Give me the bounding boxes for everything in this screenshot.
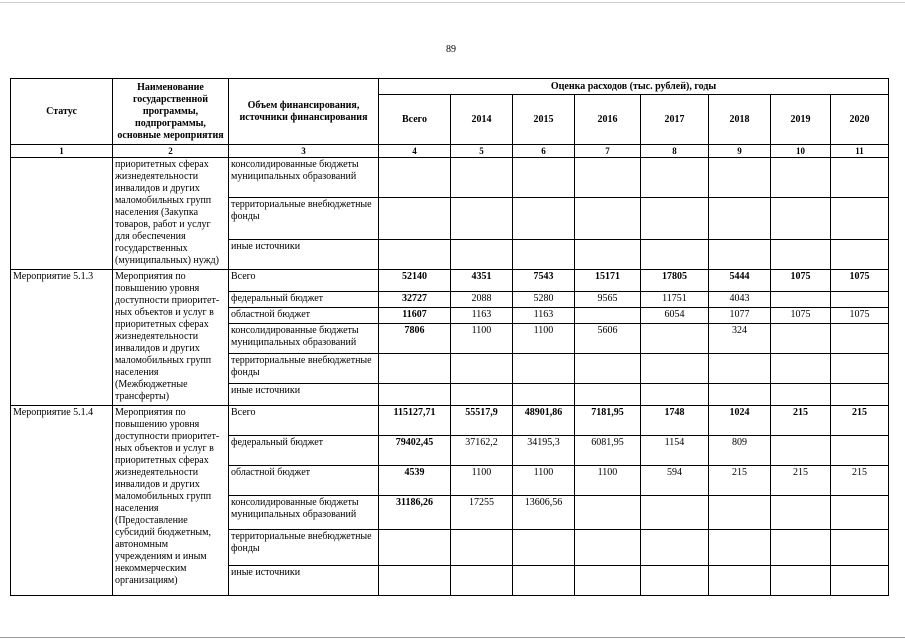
value-cell — [451, 198, 513, 240]
value-cell: 17805 — [641, 270, 709, 292]
value-cell: 1075 — [831, 270, 889, 292]
funding-source-cell: Всего — [229, 406, 379, 436]
column-number: 10 — [771, 145, 831, 158]
value-cell: 31186,26 — [379, 496, 451, 530]
value-cell — [831, 240, 889, 270]
value-cell: 9565 — [575, 292, 641, 308]
value-cell: 17255 — [451, 496, 513, 530]
header-year: 2014 — [451, 95, 513, 145]
column-number: 2 — [113, 145, 229, 158]
column-number: 5 — [451, 145, 513, 158]
value-cell — [709, 530, 771, 566]
value-cell — [513, 530, 575, 566]
value-cell — [641, 324, 709, 354]
value-cell — [379, 198, 451, 240]
value-cell: 4351 — [451, 270, 513, 292]
value-cell: 1075 — [771, 270, 831, 292]
value-cell — [771, 354, 831, 384]
funding-source-cell: территориальные внебюджетные фонды — [229, 530, 379, 566]
value-cell — [575, 566, 641, 596]
header-year: Всего — [379, 95, 451, 145]
funding-source-cell: областной бюджет — [229, 466, 379, 496]
value-cell — [513, 566, 575, 596]
value-cell: 1100 — [575, 466, 641, 496]
value-cell — [379, 530, 451, 566]
value-cell: 324 — [709, 324, 771, 354]
funding-source-cell: федеральный бюджет — [229, 436, 379, 466]
column-number: 6 — [513, 145, 575, 158]
value-cell: 15171 — [575, 270, 641, 292]
funding-source-cell: Всего — [229, 270, 379, 292]
header-funding: Объем финансирования, источники финансирования — [229, 79, 379, 145]
value-cell: 37162,2 — [451, 436, 513, 466]
value-cell: 48901,86 — [513, 406, 575, 436]
value-cell: 1100 — [513, 324, 575, 354]
value-cell — [451, 240, 513, 270]
value-cell: 11751 — [641, 292, 709, 308]
value-cell — [641, 240, 709, 270]
value-cell — [771, 384, 831, 406]
value-cell — [641, 384, 709, 406]
value-cell — [641, 198, 709, 240]
value-cell — [831, 566, 889, 596]
status-cell — [11, 158, 113, 270]
header-estimate: Оценка расходов (тыс. рублей), годы — [379, 79, 889, 95]
value-cell: 7543 — [513, 270, 575, 292]
value-cell — [451, 158, 513, 198]
column-number: 4 — [379, 145, 451, 158]
status-cell: Мероприятие 5.1.3 — [11, 270, 113, 406]
value-cell — [575, 198, 641, 240]
value-cell: 7806 — [379, 324, 451, 354]
value-cell — [575, 308, 641, 324]
value-cell — [771, 530, 831, 566]
value-cell — [641, 158, 709, 198]
funding-source-cell: территориальные внебюджетные фонды — [229, 354, 379, 384]
value-cell: 1154 — [641, 436, 709, 466]
value-cell — [641, 530, 709, 566]
value-cell: 11607 — [379, 308, 451, 324]
value-cell — [831, 530, 889, 566]
funding-source-cell: иные источники — [229, 566, 379, 596]
value-cell: 215 — [709, 466, 771, 496]
funding-source-cell: иные источники — [229, 384, 379, 406]
value-cell — [771, 198, 831, 240]
value-cell — [641, 566, 709, 596]
value-cell — [379, 158, 451, 198]
value-cell: 5280 — [513, 292, 575, 308]
value-cell: 1100 — [451, 466, 513, 496]
funding-source-cell: консолидированные бюджеты муниципальных образований — [229, 496, 379, 530]
column-number: 7 — [575, 145, 641, 158]
value-cell — [451, 384, 513, 406]
value-cell: 2088 — [451, 292, 513, 308]
value-cell: 594 — [641, 466, 709, 496]
value-cell — [771, 324, 831, 354]
value-cell — [831, 292, 889, 308]
value-cell — [709, 496, 771, 530]
value-cell — [831, 354, 889, 384]
value-cell: 4043 — [709, 292, 771, 308]
column-number: 3 — [229, 145, 379, 158]
value-cell: 1077 — [709, 308, 771, 324]
value-cell: 4539 — [379, 466, 451, 496]
header-year: 2017 — [641, 95, 709, 145]
value-cell: 13606,56 — [513, 496, 575, 530]
value-cell: 809 — [709, 436, 771, 466]
value-cell — [709, 354, 771, 384]
header-year: 2016 — [575, 95, 641, 145]
value-cell — [831, 198, 889, 240]
column-number: 11 — [831, 145, 889, 158]
header-year: 2019 — [771, 95, 831, 145]
header-year: 2018 — [709, 95, 771, 145]
value-cell — [451, 354, 513, 384]
page-number: 89 — [446, 44, 456, 55]
value-cell — [379, 354, 451, 384]
value-cell — [771, 496, 831, 530]
value-cell: 7181,95 — [575, 406, 641, 436]
value-cell — [513, 354, 575, 384]
status-cell: Мероприятие 5.1.4 — [11, 406, 113, 596]
value-cell — [513, 198, 575, 240]
value-cell: 55517,9 — [451, 406, 513, 436]
value-cell — [379, 240, 451, 270]
value-cell — [771, 240, 831, 270]
value-cell: 5444 — [709, 270, 771, 292]
column-number-row — [11, 145, 889, 158]
value-cell — [709, 384, 771, 406]
value-cell — [575, 384, 641, 406]
value-cell — [831, 384, 889, 406]
value-cell — [451, 530, 513, 566]
value-cell: 1024 — [709, 406, 771, 436]
expenditure-table — [10, 78, 889, 596]
value-cell: 1100 — [451, 324, 513, 354]
column-number: 8 — [641, 145, 709, 158]
header-status: Статус — [11, 79, 113, 145]
value-cell — [709, 158, 771, 198]
value-cell: 115127,71 — [379, 406, 451, 436]
column-number: 9 — [709, 145, 771, 158]
value-cell — [831, 158, 889, 198]
value-cell — [451, 566, 513, 596]
measure-name-cell: Мероприятия по повышению уровня доступности приоритет-ных объектов и услуг в приоритетных сферах жизнедеятельности инвалидов и других маломобильных групп населения (Предоставление субсидий бюджетным, автономным учреждениям и иным некоммерческим организациям) — [113, 406, 229, 596]
value-cell — [771, 566, 831, 596]
value-cell — [831, 436, 889, 466]
table-row — [11, 406, 889, 436]
value-cell — [575, 496, 641, 530]
value-cell: 1075 — [831, 308, 889, 324]
value-cell — [575, 354, 641, 384]
value-cell — [771, 436, 831, 466]
value-cell — [513, 240, 575, 270]
funding-source-cell: иные источники — [229, 240, 379, 270]
value-cell — [513, 158, 575, 198]
value-cell — [575, 158, 641, 198]
value-cell — [709, 198, 771, 240]
value-cell: 1163 — [513, 308, 575, 324]
header-year: 2015 — [513, 95, 575, 145]
value-cell — [831, 496, 889, 530]
value-cell — [575, 240, 641, 270]
value-cell: 79402,45 — [379, 436, 451, 466]
funding-source-cell: территориальные внебюджетные фонды — [229, 198, 379, 240]
value-cell — [771, 292, 831, 308]
header-name: Наименование государственной программы, подпрограммы, основные мероприятия — [113, 79, 229, 145]
funding-source-cell: федеральный бюджет — [229, 292, 379, 308]
value-cell: 1748 — [641, 406, 709, 436]
value-cell — [771, 158, 831, 198]
value-cell: 5606 — [575, 324, 641, 354]
measure-name-cell: приоритетных сферах жизнедеятельности инвалидов и других маломобильных групп населения (Закупка товаров, работ и услуг для обеспечения государственных (муниципальных) нужд) — [113, 158, 229, 270]
value-cell: 32727 — [379, 292, 451, 308]
value-cell: 52140 — [379, 270, 451, 292]
header-year: 2020 — [831, 95, 889, 145]
value-cell — [709, 240, 771, 270]
table-row — [11, 158, 889, 198]
value-cell — [379, 566, 451, 596]
value-cell — [831, 324, 889, 354]
value-cell: 6054 — [641, 308, 709, 324]
value-cell: 215 — [831, 406, 889, 436]
value-cell — [575, 530, 641, 566]
measure-name-cell: Мероприятия по повышению уровня доступности приоритет-ных объектов и услуг в приоритетных сферах жизнедеятельности инвалидов и других маломобильных групп населения (Межбюджетные трансферты) — [113, 270, 229, 406]
funding-source-cell: консолидированные бюджеты муниципальных образований — [229, 158, 379, 198]
value-cell: 215 — [831, 466, 889, 496]
value-cell: 1163 — [451, 308, 513, 324]
value-cell — [513, 384, 575, 406]
funding-source-cell: консолидированные бюджеты муниципальных образований — [229, 324, 379, 354]
value-cell — [709, 566, 771, 596]
value-cell: 215 — [771, 466, 831, 496]
funding-source-cell: областной бюджет — [229, 308, 379, 324]
value-cell: 1075 — [771, 308, 831, 324]
table-row — [11, 270, 889, 292]
header-row — [11, 79, 889, 95]
value-cell: 1100 — [513, 466, 575, 496]
value-cell — [641, 354, 709, 384]
value-cell — [379, 384, 451, 406]
column-number: 1 — [11, 145, 113, 158]
value-cell: 215 — [771, 406, 831, 436]
value-cell: 34195,3 — [513, 436, 575, 466]
value-cell — [641, 496, 709, 530]
value-cell: 6081,95 — [575, 436, 641, 466]
